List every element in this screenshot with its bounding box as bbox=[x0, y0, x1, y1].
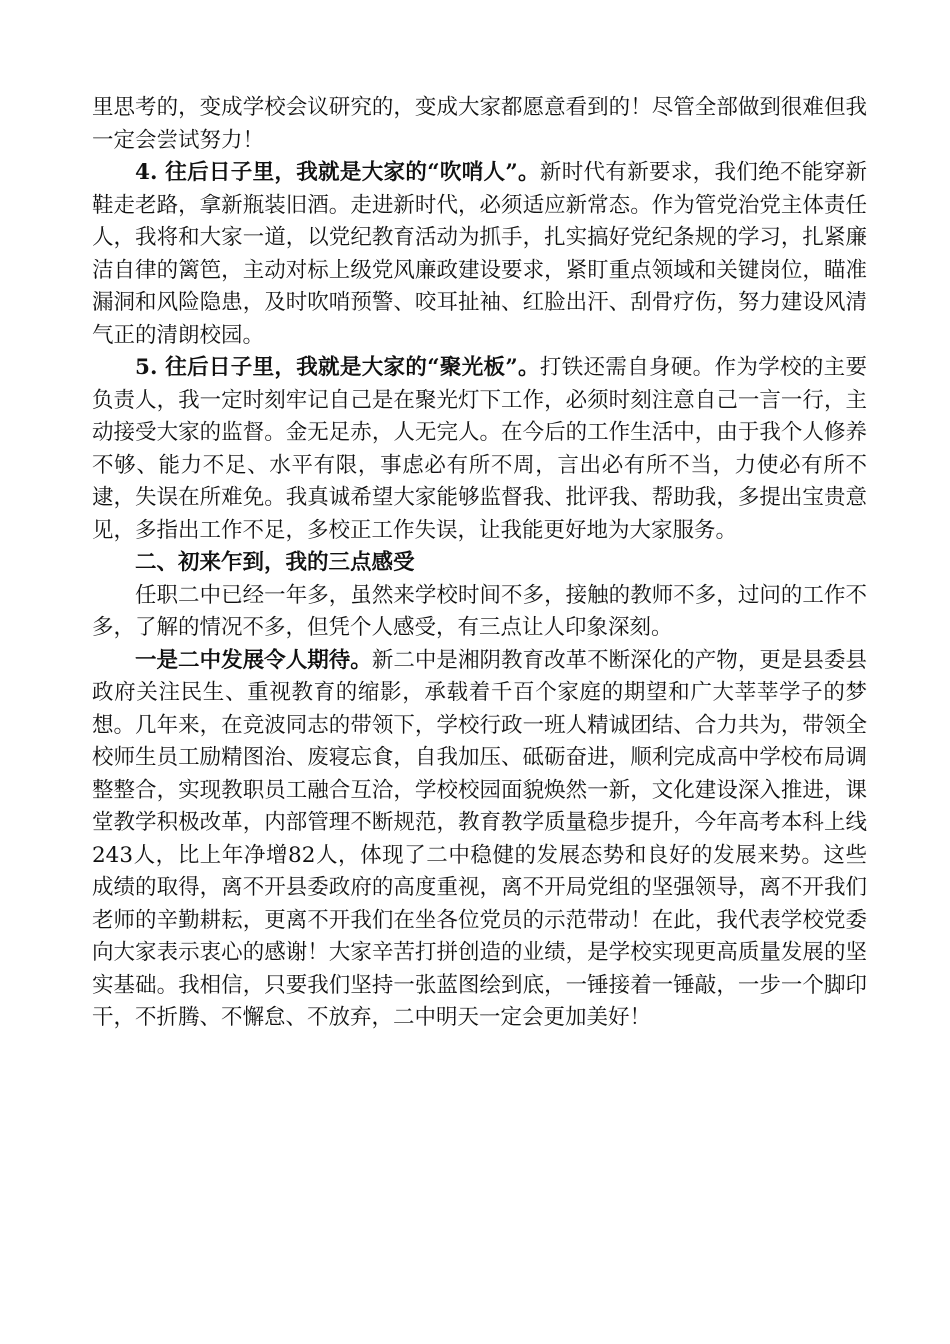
paragraph-continuation bbox=[92, 92, 867, 157]
section-heading-text: 二、初来乍到，我的三点感受 bbox=[135, 550, 415, 575]
document-page bbox=[92, 92, 867, 1035]
paragraph-lead: 一是二中发展令人期待。 bbox=[135, 647, 372, 673]
paragraph-text: 任职二中已经一年多，虽然来学校时间不多，接触的教师不多，过问的工作不多，了解的情况不多，但凭个人感受，有三点让人印象深刻。 bbox=[92, 582, 867, 640]
paragraph-development bbox=[92, 645, 867, 1035]
paragraph-text: 里思考的，变成学校会议研究的，变成大家都愿意看到的！尽管全部做到很难但我一定会尝试努力！ bbox=[92, 95, 867, 153]
paragraph-lead: 5. 往后日子里，我就是大家的“聚光板”。 bbox=[135, 355, 540, 380]
paragraph-whistleblower bbox=[92, 157, 867, 352]
paragraph-text: 新二中是湘阴教育改革不断深化的产物，更是县委县政府关注民生、重视教育的缩影，承载着千百个家庭的期望和广大莘莘学子的梦想。几年来，在竞波同志的带领下，学校行政一班人精诚团结、合力共为，带领全校师生员工励精图治、废寝忘食，自我加压、砥砺奋进，顺利完成高中学校布局调整整合，实现教职员工融合互洽，学校校园面貌焕然一新，文化建设深入推进，课堂教学积极改革，内部管理不断规范，教育教学质量稳步提升，今年高考本科上线243人，比上年净增82人，体现了二中稳健的发展态势和良好的发展来势。这些成绩的取得，离不开县委政府的高度重视，离不开局党组的坚强领导，离不开我们老师的辛勤耕耘，更离不开我们在坐各位党员的示范带动！在此，我代表学校党委向大家表示衷心的感谢！大家辛苦打拼创造的业绩，是学校实现更高质量发展的坚实基础。我相信，只要我们坚持一张蓝图绘到底，一锤接着一锤敲，一步一个脚印干，不折腾、不懈怠、不放弃，二中明天一定会更加美好！ bbox=[92, 647, 867, 1030]
paragraph-spotlight bbox=[92, 352, 867, 547]
paragraph-text: 新时代有新要求，我们绝不能穿新鞋走老路，拿新瓶装旧酒。走进新时代，必须适应新常态。作为管党治党主体责任人，我将和大家一道，以党纪教育活动为抓手，扎实搞好党纪条规的学习，扎紧廉洁自律的篱笆，主动对标上级党风廉政建设要求，紧盯重点领域和关键岗位，瞄准漏洞和风险隐患，及时吹哨预警、咬耳扯袖、红脸出汗、刮骨疗伤，努力建设风清气正的清朗校园。 bbox=[92, 160, 867, 348]
section-heading bbox=[92, 547, 867, 580]
paragraph-text: 打铁还需自身硬。作为学校的主要负责人，我一定时刻牢记自己是在聚光灯下工作，必须时刻注意自己一言一行，主动接受大家的监督。金无足赤，人无完人。在今后的工作生活中，由于我个人修养不够、能力不足、水平有限，事虑必有所不周，言出必有所不当，力使必有所不逮，失误在所难免。我真诚希望大家能够监督我、批评我、帮助我，多提出宝贵意见，多指出工作不足，多校正工作失误，让我能更好地为大家服务。 bbox=[92, 355, 867, 543]
paragraph-intro bbox=[92, 580, 867, 645]
paragraph-lead: 4. 往后日子里，我就是大家的“吹哨人”。 bbox=[135, 160, 540, 185]
